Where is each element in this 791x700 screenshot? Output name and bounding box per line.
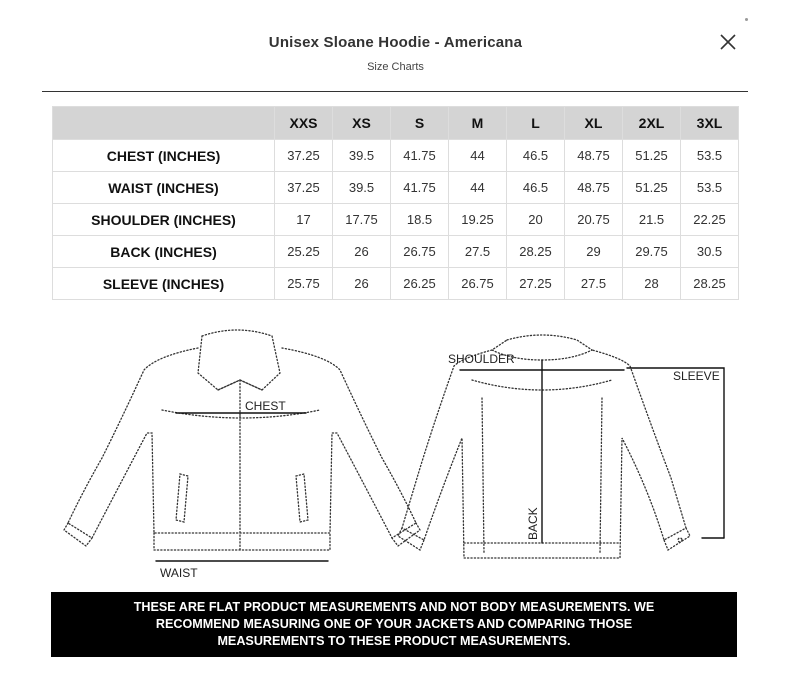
size-header-cell: XS <box>333 107 391 140</box>
size-header-cell: 3XL <box>681 107 739 140</box>
shoulder-label: SHOULDER <box>448 352 515 366</box>
table-row <box>53 204 739 236</box>
table-cell: 20 <box>507 204 565 236</box>
table-cell: 48.75 <box>565 140 623 172</box>
notice-line: RECOMMEND MEASURING ONE OF YOUR JACKETS AND COMPARING THOSE <box>155 617 633 631</box>
table-cell: 18.5 <box>391 204 449 236</box>
table-cell: 41.75 <box>391 172 449 204</box>
table-cell: 20.75 <box>565 204 623 236</box>
row-label: BACK (INCHES) <box>53 236 275 268</box>
table-cell: 27.25 <box>507 268 565 300</box>
notice-line: MEASUREMENTS TO THESE PRODUCT MEASUREMENTS. <box>217 634 571 648</box>
table-cell: 29 <box>565 236 623 268</box>
waist-label: WAIST <box>160 566 198 580</box>
table-cell: 37.25 <box>275 140 333 172</box>
header-divider <box>42 91 748 92</box>
size-header-cell: XXS <box>275 107 333 140</box>
table-cell: 48.75 <box>565 172 623 204</box>
table-row <box>53 172 739 204</box>
size-header-cell: XL <box>565 107 623 140</box>
table-cell: 39.5 <box>333 140 391 172</box>
table-cell: 27.5 <box>565 268 623 300</box>
table-cell: 27.5 <box>449 236 507 268</box>
modal-title: Unisex Sloane Hoodie - Americana <box>268 34 523 51</box>
table-cell: 37.25 <box>275 172 333 204</box>
table-cell: 30.5 <box>681 236 739 268</box>
row-label: SLEEVE (INCHES) <box>53 268 275 300</box>
header-corner-cell <box>53 107 275 140</box>
table-cell: 44 <box>449 172 507 204</box>
row-label: WAIST (INCHES) <box>53 172 275 204</box>
size-header-cell: 2XL <box>623 107 681 140</box>
row-label: CHEST (INCHES) <box>53 140 275 172</box>
measurement-notice <box>51 592 737 657</box>
table-cell: 25.25 <box>275 236 333 268</box>
table-cell: 25.75 <box>275 268 333 300</box>
table-cell: 29.75 <box>623 236 681 268</box>
row-label: SHOULDER (INCHES) <box>53 204 275 236</box>
table-cell: 41.75 <box>391 140 449 172</box>
size-header-cell: L <box>507 107 565 140</box>
chest-label: CHEST <box>245 399 286 413</box>
table-cell: 26.25 <box>391 268 449 300</box>
table-cell: 28 <box>623 268 681 300</box>
sleeve-measure-line <box>627 368 724 538</box>
table-cell: 26.75 <box>449 268 507 300</box>
table-cell: 26 <box>333 268 391 300</box>
jacket-measurement-diagram <box>52 318 742 588</box>
table-row <box>53 268 739 300</box>
close-button[interactable] <box>717 31 739 53</box>
back-label: BACK <box>526 507 540 540</box>
table-cell: 46.5 <box>507 140 565 172</box>
size-header-cell: S <box>391 107 449 140</box>
modal-subtitle: Size Charts <box>367 61 424 73</box>
table-cell: 51.25 <box>623 140 681 172</box>
size-header-cell: M <box>449 107 507 140</box>
table-cell: 39.5 <box>333 172 391 204</box>
table-cell: 53.5 <box>681 140 739 172</box>
table-cell: 53.5 <box>681 172 739 204</box>
table-cell: 19.25 <box>449 204 507 236</box>
table-cell: 17.75 <box>333 204 391 236</box>
table-cell: 26 <box>333 236 391 268</box>
table-row <box>53 236 739 268</box>
size-chart-table <box>52 106 739 300</box>
table-cell: 26.75 <box>391 236 449 268</box>
size-header-row <box>53 107 739 140</box>
table-row <box>53 140 739 172</box>
table-cell: 22.25 <box>681 204 739 236</box>
table-cell: 17 <box>275 204 333 236</box>
table-cell: 21.5 <box>623 204 681 236</box>
front-jacket-drawing <box>64 330 420 550</box>
decorative-dot <box>745 18 748 21</box>
table-cell: 51.25 <box>623 172 681 204</box>
table-cell: 46.5 <box>507 172 565 204</box>
sleeve-label: SLEEVE <box>673 369 720 383</box>
table-cell: 44 <box>449 140 507 172</box>
close-icon <box>717 31 739 53</box>
notice-line: THESE ARE FLAT PRODUCT MEASUREMENTS AND NOT BODY MEASUREMENTS. WE <box>133 600 655 614</box>
table-cell: 28.25 <box>681 268 739 300</box>
table-cell: 28.25 <box>507 236 565 268</box>
